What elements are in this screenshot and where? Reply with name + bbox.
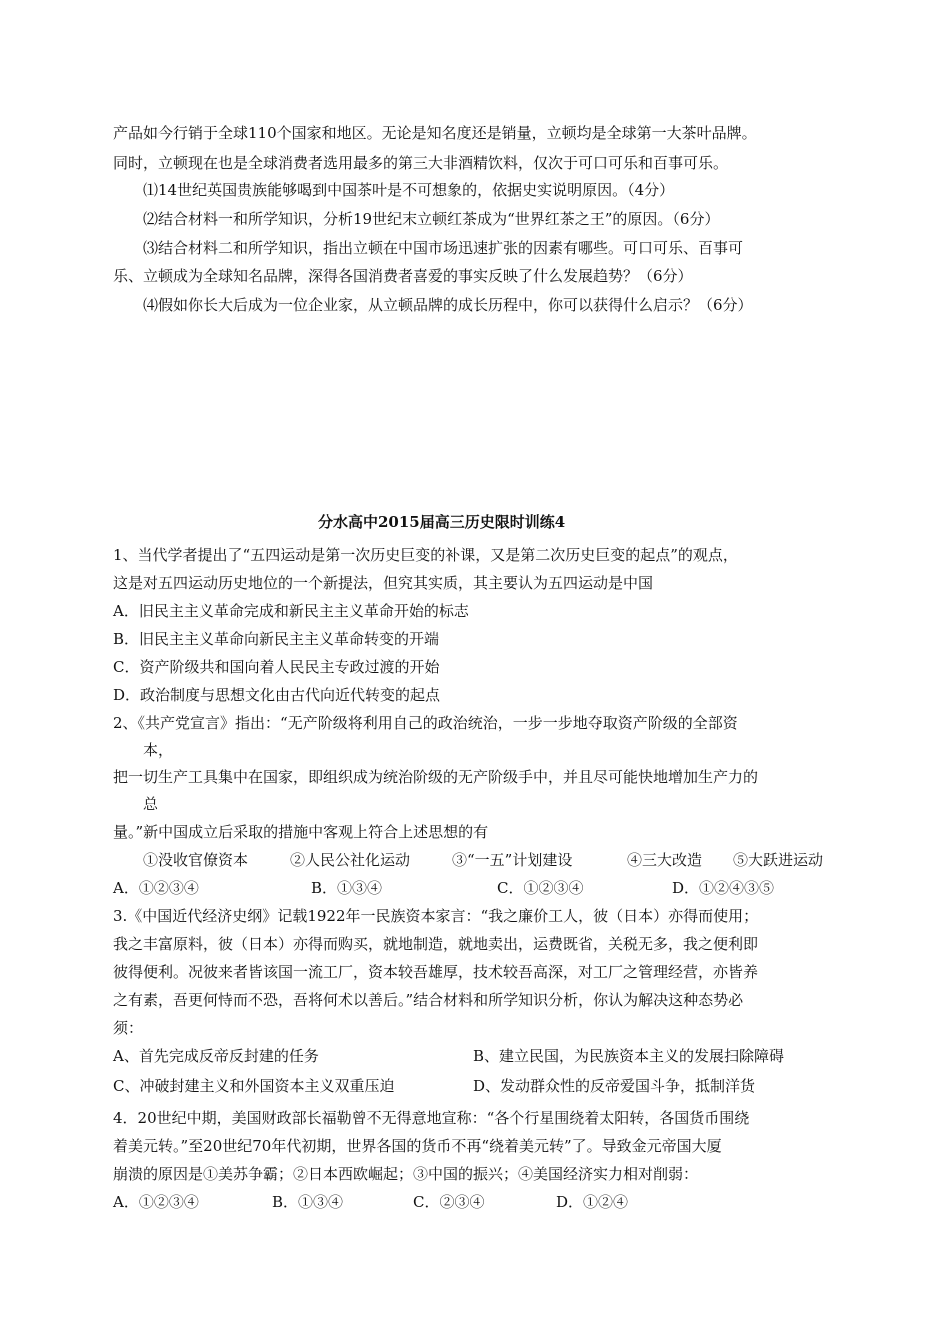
q1-stem-line-1: 1、当代学者提出了“五四运动是第一次历史巨变的补课，又是第二次历史巨变的起点”的观点， bbox=[113, 546, 738, 564]
page-title: 分水高中2015届高三历史限时训练4 bbox=[318, 513, 566, 531]
prev-question-2: ⑵结合材料一和所学知识，分析19世纪末立顿红茶成为“世界红茶之王”的原因。（6分） bbox=[143, 210, 720, 228]
q2-option-b: B．①③④ bbox=[311, 879, 383, 897]
q1-option-b: B．旧民主主义革命向新民主主义革命转变的开端 bbox=[113, 630, 440, 648]
q3-stem-line-3: 彼得便利。况彼来者皆该国一流工厂，资本较吾雄厚，技术较吾高深，对工厂之管理经营，亦皆养 bbox=[113, 963, 759, 981]
q4-option-b: B．①③④ bbox=[272, 1193, 344, 1211]
prev-question-1: ⑴14世纪英国贵族能够喝到中国茶叶是不可想象的，依据史实说明原因。（4分） bbox=[143, 181, 675, 199]
q2-item-2: ②人民公社化运动 bbox=[290, 851, 411, 869]
q3-stem-line-4: 之有素，吾更何恃而不恐，吾将何术以善后。”结合材料和所学知识分析，你认为解决这种态势必 bbox=[113, 991, 744, 1009]
prev-material-line-2: 同时，立顿现在也是全球消费者选用最多的第三大非酒精饮料，仅次于可口可乐和百事可乐。 bbox=[113, 154, 729, 172]
q2-stem-line-4: 总 bbox=[143, 795, 159, 813]
q3-option-c: C、冲破封建主义和外国资本主义双重压迫 bbox=[113, 1077, 395, 1095]
q2-option-d: D．①②④③⑤ bbox=[672, 879, 775, 897]
q4-option-c: C．②③④ bbox=[413, 1193, 485, 1211]
q3-option-a: A、首先完成反帝反封建的任务 bbox=[113, 1047, 319, 1065]
q2-option-c: C．①②③④ bbox=[497, 879, 584, 897]
prev-question-4: ⑷假如你长大后成为一位企业家，从立顿品牌的成长历程中，你可以获得什么启示？（6分） bbox=[143, 296, 753, 314]
q4-stem-line-3: 崩溃的原因是①美苏争霸；②日本西欧崛起；③中国的振兴；④美国经济实力相对削弱： bbox=[113, 1165, 699, 1183]
q4-stem-line-1: 4．20世纪中期，美国财政部长福勒曾不无得意地宣称：“各个行星围绕着太阳转，各国货币围绕 bbox=[113, 1109, 750, 1127]
q2-stem-line-3: 把一切生产工具集中在国家，即组织成为统治阶级的无产阶级手中，并且尽可能快地增加生产力的 bbox=[113, 768, 759, 786]
q2-stem-line-1: 2、《共产党宣言》指出：“无产阶级将利用自己的政治统治，一步一步地夺取资产阶级的全部资 bbox=[113, 714, 738, 732]
prev-question-3-line-1: ⑶结合材料二和所学知识，指出立顿在中国市场迅速扩张的因素有哪些。可口可乐、百事可 bbox=[143, 239, 744, 257]
q3-option-d: D、发动群众性的反帝爱国斗争，抵制洋货 bbox=[473, 1077, 756, 1095]
q2-item-4: ④三大改造 bbox=[627, 851, 703, 869]
q1-option-d: D．政治制度与思想文化由古代向近代转变的起点 bbox=[113, 686, 441, 704]
q1-option-a: A．旧民主主义革命完成和新民主主义革命开始的标志 bbox=[113, 602, 469, 620]
prev-material-line-1: 产品如今行销于全球110个国家和地区。无论是知名度还是销量，立顿均是全球第一大茶叶品牌。 bbox=[113, 124, 757, 142]
q4-option-a: A．①②③④ bbox=[113, 1193, 199, 1211]
q2-item-1: ①没收官僚资本 bbox=[143, 851, 249, 869]
q3-stem-line-1: 3.《中国近代经济史纲》记载1922年一民族资本家言：“我之廉价工人，彼（日本）亦得而使用； bbox=[113, 907, 759, 925]
q2-item-3: ③“一五”计划建设 bbox=[452, 851, 573, 869]
q4-option-d: D．①②④ bbox=[556, 1193, 629, 1211]
q4-stem-line-2: 着美元转。”至20世纪70年代初期，世界各国的货币不再“绕着美元转”了。导致金元帝国大厦 bbox=[113, 1137, 722, 1155]
q2-item-5: ⑤大跃进运动 bbox=[733, 851, 824, 869]
q3-stem-line-5: 须： bbox=[113, 1019, 144, 1037]
q1-stem-line-2: 这是对五四运动历史地位的一个新提法，但究其实质，其主要认为五四运动是中国 bbox=[113, 574, 654, 592]
q2-stem-line-2: 本， bbox=[143, 741, 174, 759]
q2-stem-line-5: 量。”新中国成立后采取的措施中客观上符合上述思想的有 bbox=[113, 823, 489, 841]
prev-question-3-line-2: 乐、立顿成为全球知名品牌，深得各国消费者喜爱的事实反映了什么发展趋势？（6分） bbox=[113, 267, 693, 285]
q1-option-c: C．资产阶级共和国向着人民民主专政过渡的开始 bbox=[113, 658, 440, 676]
q2-option-a: A．①②③④ bbox=[113, 879, 199, 897]
q3-stem-line-2: 我之丰富原料，彼（日本）亦得而购买，就地制造，就地卖出，运费既省，关税无多，我之便利即 bbox=[113, 935, 759, 953]
q3-option-b: B、建立民国，为民族资本主义的发展扫除障碍 bbox=[473, 1047, 785, 1065]
